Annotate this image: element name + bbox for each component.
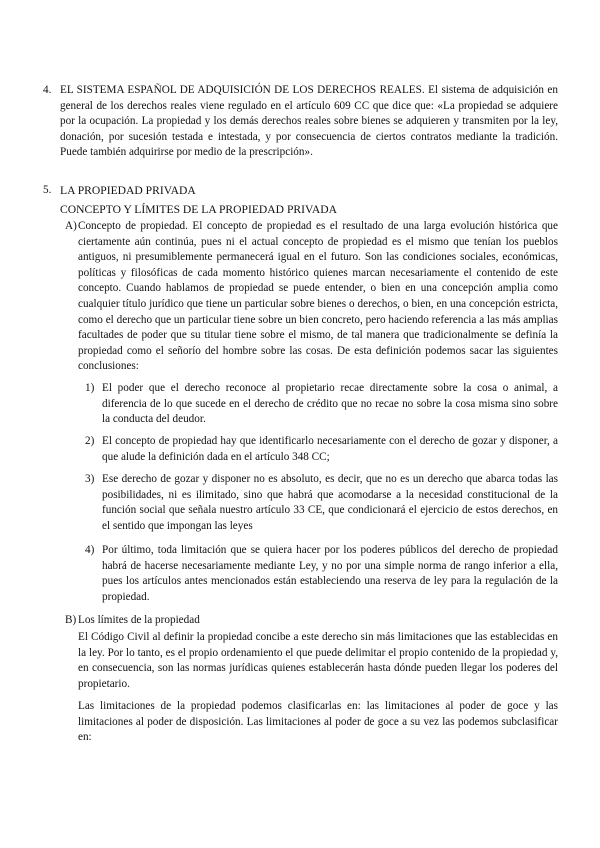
list-item-4-text: Por último, toda limitación que se quiera hacer por los poderes públicos del derecho de propiedad habrá de hacerse necesariamente mediante Ley, y no por una simple norma de rango inferior a ella, pues los artículos antes mencionados están estableciendo una reserva de ley para la regulación de la propiedad. bbox=[102, 544, 558, 603]
part-b-paragraph-1: El Código Civil al definir la propiedad concibe a este derecho sin más limitaciones que las establecidas en la ley. Por lo tanto, es el propio ordenamiento el que puede delimitar el propio contenido de la propiedad y, en consecuencia, son las normas jurídicas quienes establecerán hasta dónde pueden llegar los poderes del propietario. bbox=[78, 631, 558, 690]
part-b-title: Los límites de la propiedad bbox=[78, 614, 200, 626]
section-5-subtitle: CONCEPTO Y LÍMITES DE LA PROPIEDAD PRIVADA bbox=[60, 203, 337, 216]
section-4-text: El sistema de adquisición en general de los derechos reales viene regulado en el artículo 609 CC que dice que: «La propiedad se adquiere por la ocupación. La propiedad y los demás derechos reales sobre bienes se adquieren y transmiten por la ley, donación, por sucesión testada e intestada, y por consecuencia de ciertos contratos mediante la tradición. Puede también adquirirse por medio de la prescripción». bbox=[60, 84, 558, 159]
list-item-1-number: 1) bbox=[85, 382, 95, 394]
part-b-paragraph-2: Las limitaciones de la propiedad podemos clasificarlas en: las limitaciones al poder de goce y las limitaciones al poder de disposición. Las limitaciones al poder de goce a su vez las podemos subclasificar en: bbox=[78, 700, 558, 744]
part-a-paragraph: Concepto de propiedad. El concepto de propiedad es el resultado de una larga evolución histórica que ciertamente aún continúa, pues ni el actual concepto de propiedad es el mismo que tenían los pueblos antiguos, ni presumiblemente permanecerá igual en el futuro. Son las condiciones sociales, económicas, políticas y filosóficas de cada momento histórico quienes marcan necesariamente el contenido de este concepto. Cuando hablamos de propiedad se puede entender, o bien en una concepción amplia como cualquier título jurídico que tiene un particular sobre bienes o derechos, o bien, en una concepción estricta, como el derecho que un particular tiene sobre un bien concreto, pero haciendo referencia a las más amplias facultades de poder que su titular tiene sobre el mismo, de tal manera que tradicionalmente se definía la propiedad como el señorío del hombre sobre las cosas. De esta definición podemos sacar las siguientes conclusiones: bbox=[78, 220, 558, 373]
part-b-label: B) bbox=[65, 614, 77, 626]
section-4-paragraph bbox=[60, 83, 558, 161]
list-item-3-text: Ese derecho de gozar y disponer no es absoluto, es decir, que no es un derecho que abarca todas las posibilidades, ni es ilimitado, sino que habrá que acomodarse a la necesidad constitucional de la función social que señala nuestro artículo 33 CE, que condicionará el ejercicio de estos derechos, en el sentido que impongan las leyes bbox=[102, 473, 558, 532]
section-5-title: LA PROPIEDAD PRIVADA bbox=[60, 184, 196, 197]
section-5-number: 5. bbox=[43, 184, 52, 196]
section-4-title: EL SISTEMA ESPAÑOL DE ADQUISICIÓN DE LOS DERECHOS REALES. bbox=[60, 84, 425, 96]
section-4-number: 4. bbox=[43, 84, 52, 96]
list-item-2-number: 2) bbox=[85, 435, 95, 447]
list-item-2-text: El concepto de propiedad hay que identificarlo necesariamente con el derecho de gozar y disponer, a que alude la definición dada en el artículo 348 CC; bbox=[102, 435, 558, 463]
list-item-1-text: El poder que el derecho reconoce al propietario recae directamente sobre la cosa o animal, a diferencia de lo que sucede en el derecho de crédito que no recae no sobre la cosa misma sino sobre la conducta del deudor. bbox=[102, 382, 558, 426]
part-a-label: A) bbox=[65, 220, 77, 232]
list-item-3-number: 3) bbox=[85, 473, 95, 485]
list-item-4-number: 4) bbox=[85, 544, 95, 556]
